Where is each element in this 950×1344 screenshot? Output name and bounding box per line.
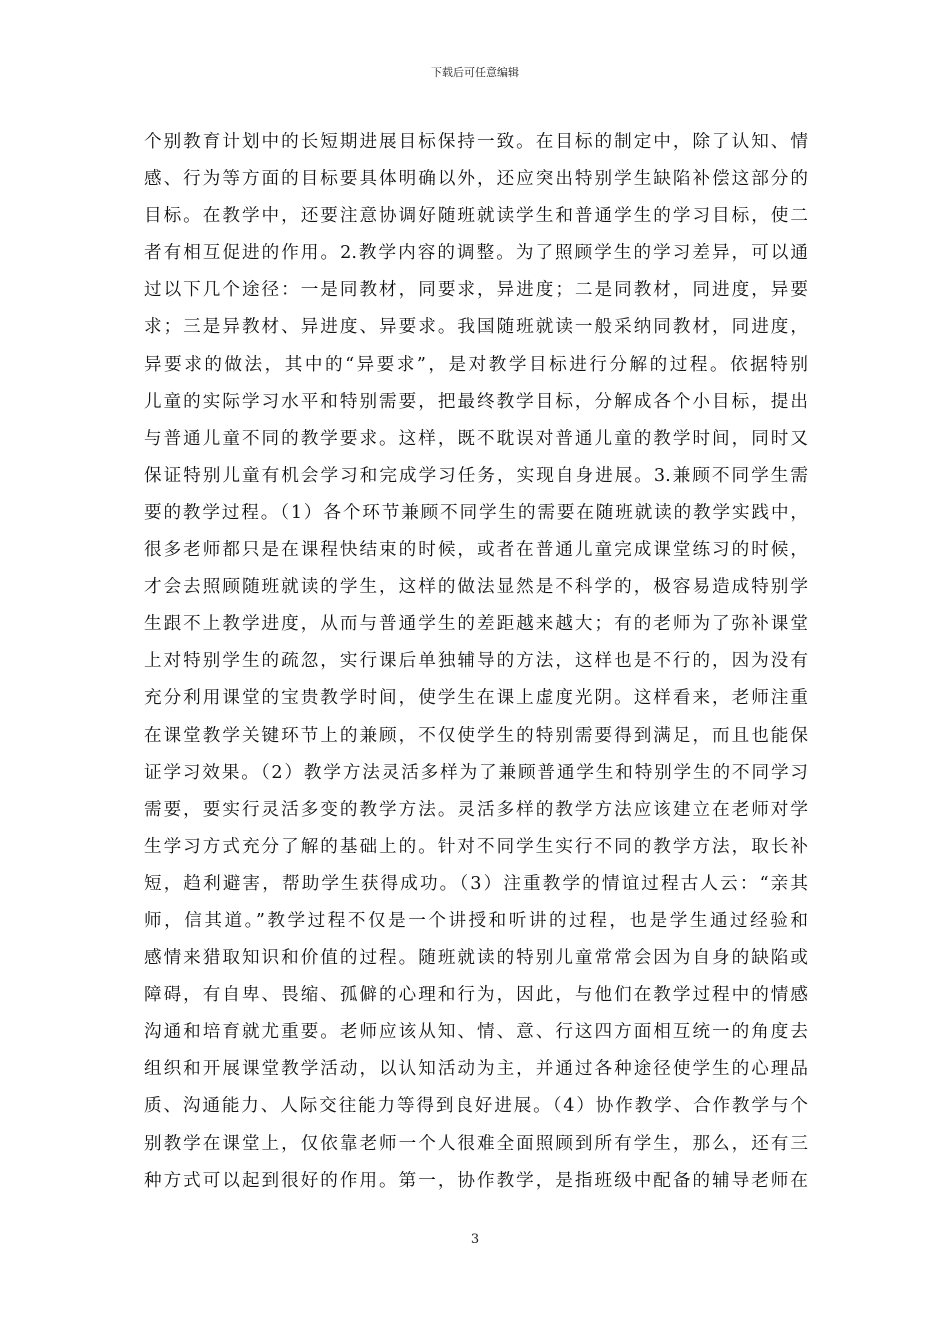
- text-line: 生学习方式充分了解的基础上的。针对不同学生实行不同的教学方法，取长补: [144, 836, 808, 857]
- text-line: 上对特别学生的疏忽，实行课后单独辅导的方法，这样也是不行的，因为没有: [144, 651, 808, 672]
- page-number: 3: [470, 1232, 480, 1247]
- text-line: 组织和开展课堂教学活动，以认知活动为主，并通过各种途径使学生的心理品: [144, 1059, 808, 1080]
- text-line: 师，信其道。”教学过程不仅是一个讲授和听讲的过程，也是学生通过经验和: [144, 910, 808, 931]
- text-line: 者有相互促进的作用。2.教学内容的调整。为了照顾学生的学习差异，可以通: [144, 243, 808, 264]
- text-line: 在课堂教学关键环节上的兼顾，不仅使学生的特别需要得到满足，而且也能保: [144, 725, 808, 746]
- text-line: 个别教育计划中的长短期进展目标保持一致。在目标的制定中，除了认知、情: [144, 132, 808, 152]
- text-line: 生跟不上教学进度，从而与普通学生的差距越来越大；有的老师为了弥补课堂: [144, 614, 808, 635]
- text-line: 才会去照顾随班就读的学生，这样的做法显然是不科学的，极容易造成特别学: [144, 577, 808, 598]
- text-line: 证学习效果。（2）教学方法灵活多样为了兼顾普通学生和特别学生的不同学习: [144, 762, 808, 783]
- body-text: [144, 124, 808, 1200]
- text-line: 别教学在课堂上，仅依靠老师一个人很难全面照顾到所有学生，那么，还有三: [144, 1133, 808, 1154]
- text-line: 保证特别儿童有机会学习和完成学习任务，实现自身进展。3.兼顾不同学生需: [144, 465, 808, 486]
- text-line: 异要求的做法，其中的“异要求”，是对教学目标进行分解的过程。依据特别: [144, 354, 808, 375]
- text-line: 沟通和培育就尤重要。老师应该从知、情、意、行这四方面相互统一的角度去: [144, 1022, 808, 1043]
- text-line: 充分利用课堂的宝贵教学时间，使学生在课上虚度光阴。这样看来，老师注重: [144, 688, 808, 709]
- text-line: 障碍，有自卑、畏缩、孤僻的心理和行为，因此，与他们在教学过程中的情感: [144, 985, 808, 1006]
- page-header: 下载后可任意编辑: [431, 66, 519, 79]
- text-line: 种方式可以起到很好的作用。第一，协作教学，是指班级中配备的辅导老师在: [144, 1170, 808, 1191]
- text-line: 感情来猎取知识和价值的过程。随班就读的特别儿童常常会因为自身的缺陷或: [144, 948, 808, 969]
- text-line: 需要，要实行灵活多变的教学方法。灵活多样的教学方法应该建立在老师对学: [144, 799, 808, 820]
- text-line: 要的教学过程。（1）各个环节兼顾不同学生的需要在随班就读的教学实践中，: [144, 502, 808, 523]
- text-line: 过以下几个途径：一是同教材，同要求，异进度；二是同教材，同进度，异要: [144, 280, 808, 301]
- text-line: 感、行为等方面的目标要具体明确以外，还应突出特别学生缺陷补偿这部分的: [144, 169, 808, 190]
- text-line: 与普通儿童不同的教学要求。这样，既不耽误对普通儿童的教学时间，同时又: [144, 428, 808, 449]
- text-line: 儿童的实际学习水平和特别需要，把最终教学目标，分解成各个小目标，提出: [144, 391, 808, 412]
- text-line: 短，趋利避害，帮助学生获得成功。（3）注重教学的情谊过程古人云：“亲其: [144, 873, 808, 894]
- text-line: 目标。在教学中，还要注意协调好随班就读学生和普通学生的学习目标，使二: [144, 206, 808, 227]
- text-line: 质、沟通能力、人际交往能力等得到良好进展。（4）协作教学、合作教学与个: [144, 1096, 808, 1117]
- text-line: 求；三是异教材、异进度、异要求。我国随班就读一般采纳同教材，同进度，: [144, 317, 808, 338]
- text-line: 很多老师都只是在课程快结束的时候，或者在普通儿童完成课堂练习的时候，: [144, 540, 808, 561]
